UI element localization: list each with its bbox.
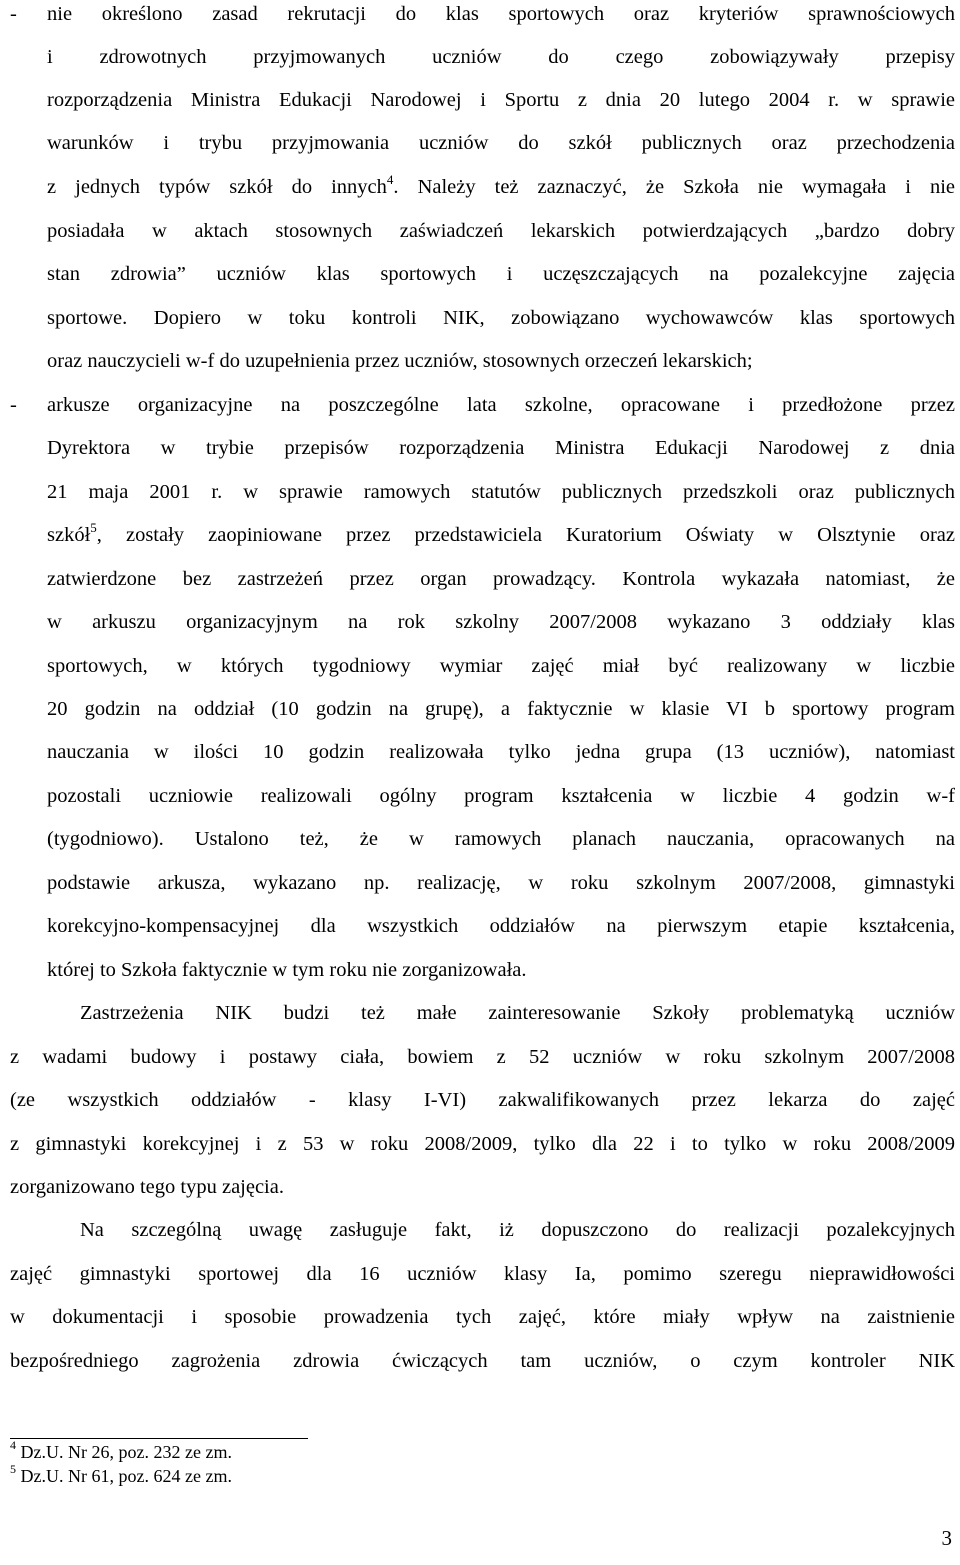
text-line: podstawie arkusza, wykazano np. realizację, w roku szkolnym 2007/2008, gimnastyki <box>47 872 955 894</box>
footnote-text: Dz.U. Nr 61, poz. 624 ze zm. <box>16 1466 232 1486</box>
text-line: (ze wszystkich oddziałów - klasy I-VI) zakwalifikowanych przez lekarza do zajęć <box>10 1089 955 1111</box>
text-segment: szkół <box>47 524 91 546</box>
text-line <box>47 523 955 547</box>
text-line: (tygodniowo). Ustalono też, że w ramowych planach nauczania, opracowanych na <box>47 828 955 850</box>
text-line: nie określono zasad rekrutacji do klas sportowych oraz kryteriów sprawnościowych <box>47 3 955 25</box>
text-segment: z jednych typów szkół do innych <box>47 176 387 198</box>
footnote-number: 4 <box>10 1438 16 1452</box>
text-line: sportowe. Dopiero w toku kontroli NIK, zobowiązano wychowawców klas sportowych <box>47 307 955 329</box>
text-line: oraz nauczycieli w-f do uzupełnienia przez uczniów, stosownych orzeczeń lekarskich; <box>47 350 753 372</box>
text-line: zatwierdzone bez zastrzeżeń przez organ prowadzący. Kontrola wykazała natomiast, że <box>47 568 955 590</box>
text-line: posiadała w aktach stosownych zaświadczeń lekarskich potwierdzających „bardzo dobry <box>47 220 955 242</box>
text-line: Na szczególną uwagę zasługuje fakt, iż dopuszczono do realizacji pozalekcyjnych <box>80 1219 955 1241</box>
footnote-number: 5 <box>10 1462 16 1476</box>
text-line: pozostali uczniowie realizowali ogólny program kształcenia w liczbie 4 godzin w-f <box>47 785 955 807</box>
text-line: z gimnastyki korekcyjnej i z 53 w roku 2008/2009, tylko dla 22 i to tylko w roku 2008/2009 <box>10 1133 955 1155</box>
text-line: zorganizowano tego typu zajęcia. <box>10 1176 284 1198</box>
text-segment: , zostały zaopiniowane przez przedstawiciela Kuratorium Oświaty w Olsztynie oraz <box>96 524 955 546</box>
footnote-5 <box>10 1462 232 1487</box>
page-number: 3 <box>941 1526 952 1550</box>
text-line: z wadami budowy i postawy ciała, bowiem z 52 uczniów w roku szkolnym 2007/2008 <box>10 1046 955 1068</box>
text-line: Zastrzeżenia NIK budzi też małe zainteresowanie Szkoły problematyką uczniów <box>80 1002 955 1024</box>
text-line: w dokumentacji i sposobie prowadzenia tych zajęć, które miały wpływ na zaistnienie <box>10 1306 955 1328</box>
text-line: której to Szkoła faktycznie w tym roku nie zorganizowała. <box>47 959 527 981</box>
text-segment: . Należy też zaznaczyć, że Szkoła nie wymagała i nie <box>393 176 955 198</box>
text-line: w arkuszu organizacyjnym na rok szkolny 2007/2008 wykazano 3 oddziały klas <box>47 611 955 633</box>
footnote-text: Dz.U. Nr 26, poz. 232 ze zm. <box>16 1442 232 1462</box>
bullet-marker: - <box>10 3 17 25</box>
text-line: nauczania w ilości 10 godzin realizowała tylko jedna grupa (13 uczniów), natomiast <box>47 741 955 763</box>
text-line: i zdrowotnych przyjmowanych uczniów do czego zobowiązywały przepisy <box>47 46 955 68</box>
footnote-ref: 4 <box>386 175 394 188</box>
text-line <box>47 175 955 199</box>
footnote-ref: 5 <box>90 523 97 536</box>
text-line: Dyrektora w trybie przepisów rozporządzenia Ministra Edukacji Narodowej z dnia <box>47 437 955 459</box>
text-line: 20 godzin na oddział (10 godzin na grupę), a faktycznie w klasie VI b sportowy program <box>47 698 955 720</box>
text-line: sportowych, w których tygodniowy wymiar zajęć miał być realizowany w liczbie <box>47 655 955 677</box>
text-line: 21 maja 2001 r. w sprawie ramowych statutów publicznych przedszkoli oraz publicznych <box>47 481 955 503</box>
footnote-4 <box>10 1438 232 1463</box>
text-line: zajęć gimnastyki sportowej dla 16 uczniów klasy Ia, pomimo szeregu nieprawidłowości <box>10 1263 955 1285</box>
bullet-marker: - <box>10 394 17 416</box>
text-line: korekcyjno-kompensacyjnej dla wszystkich oddziałów na pierwszym etapie kształcenia, <box>47 915 955 937</box>
text-line: rozporządzenia Ministra Edukacji Narodowej i Sportu z dnia 20 lutego 2004 r. w sprawie <box>47 89 955 111</box>
text-line: arkusze organizacyjne na poszczególne lata szkolne, opracowane i przedłożone przez <box>47 394 955 416</box>
text-line: warunków i trybu przyjmowania uczniów do szkół publicznych oraz przechodzenia <box>47 132 955 154</box>
footnote-separator <box>10 1438 308 1439</box>
text-line: bezpośredniego zagrożenia zdrowia ćwiczących tam uczniów, o czym kontroler NIK <box>10 1350 955 1372</box>
text-line: stan zdrowia” uczniów klas sportowych i uczęszczających na pozalekcyjne zajęcia <box>47 263 955 285</box>
